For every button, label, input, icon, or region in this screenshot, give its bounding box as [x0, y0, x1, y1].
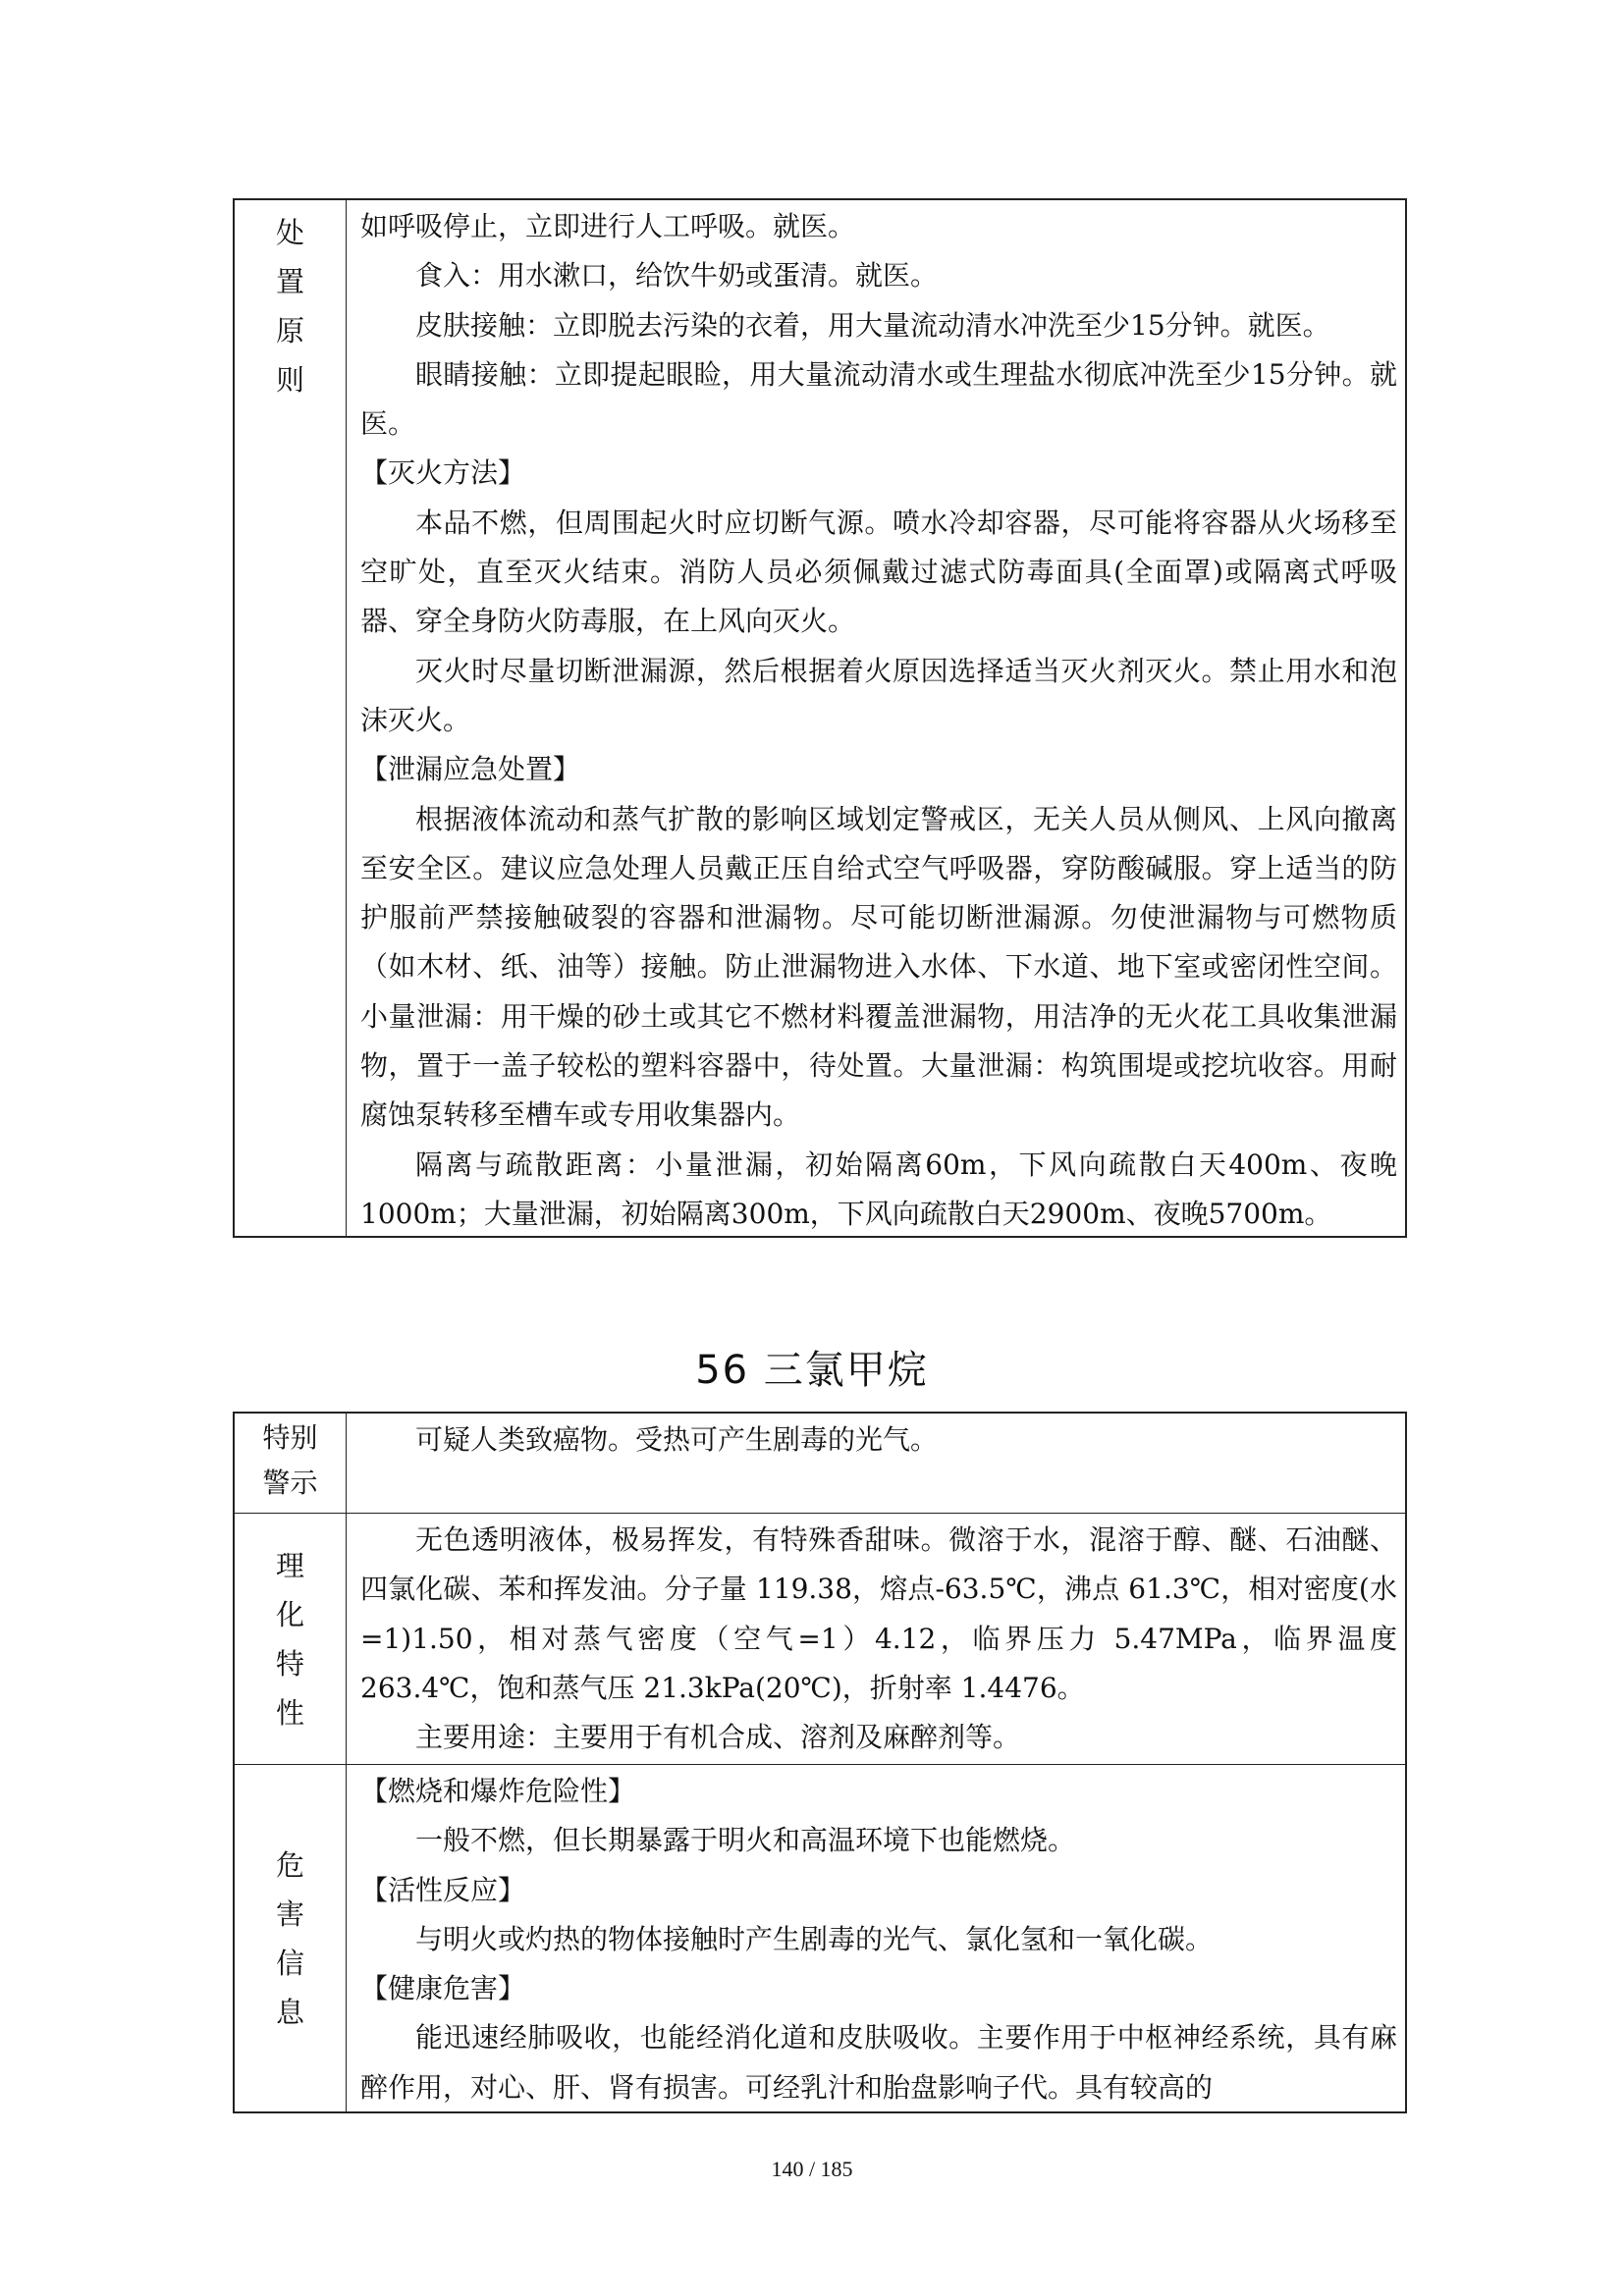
label-char: 处 [275, 216, 304, 249]
row-label [235, 200, 347, 1236]
row-content [347, 1765, 1405, 2111]
paragraph: 食入：用水漱口，给饮牛奶或蛋清。就医。 [415, 259, 939, 293]
label-char: 原 [275, 314, 304, 347]
paragraph: 能迅速经肺吸收，也能经消化道和皮肤吸收。主要作用于中枢神经系统，具有麻醉作用，对心、肝、肾有损害。可经乳汁和胎盘影响子代。具有较高的 [360, 2021, 1397, 2104]
label-char: 害 [275, 1896, 304, 1931]
paragraph: 可疑人类致癌物。受热可产生剧毒的光气。 [415, 1423, 939, 1456]
special-warning-row [235, 1414, 1405, 1513]
section-title: 56 三氯甲烷 [695, 1348, 929, 1393]
disposal-row [235, 200, 1405, 1236]
label-char: 息 [275, 1995, 304, 2029]
label-char: 性 [275, 1695, 304, 1730]
paragraph: 如呼吸停止，立即进行人工呼吸。就医。 [360, 210, 856, 242]
page-number: 140 / 185 [771, 2157, 853, 2181]
label-char: 危 [275, 1847, 304, 1882]
label-text: 警示 [262, 1467, 318, 1499]
label-text: 特别 [262, 1421, 318, 1454]
row-content [347, 1514, 1405, 1764]
label-char: 理 [275, 1548, 304, 1582]
chloroform-table [233, 1412, 1407, 2113]
paragraph: 一般不燃，但长期暴露于明火和高温环境下也能燃烧。 [415, 1824, 1076, 1857]
paragraph: 根据液体流动和蒸气扩散的影响区域划定警戒区，无关人员从侧风、上风向撤离至安全区。建议应急处理人员戴正压自给式空气呼吸器，穿防酸碱服。穿上适当的防护服前严禁接触破裂的容器和泄漏物。尽可能切断泄漏源。勿使泄漏物与可燃物质（如木材、纸、油等）接触。防止泄漏物进入水体、下水道、地下室或密闭性空间。小量泄漏：用干燥的砂土或其它不燃材料覆盖泄漏物，用洁净的无火花工具收集泄漏物，置于一盖子较松的塑料容器中，待处置。大量泄漏：构筑围堤或挖坑收容。用耐腐蚀泵转移至槽车或专用收集器内。 [360, 802, 1397, 1132]
hazard-info-row [235, 1764, 1405, 2111]
section-heading: 【活性反应】 [360, 1873, 526, 1906]
paragraph: 与明火或灼热的物体接触时产生剧毒的光气、氯化氢和一氧化碳。 [415, 1922, 1214, 1955]
paragraph: 隔离与疏散距离：小量泄漏，初始隔离60m，下风向疏散白天400m、夜晚1000m；大量泄漏，初始隔离300m，下风向疏散白天2900m、夜晚5700m。 [360, 1148, 1397, 1230]
label-char: 则 [275, 363, 304, 397]
paragraph: 灭火时尽量切断泄漏源，然后根据着火原因选择适当灭火剂灭火。禁止用水和泡沫灭火。 [360, 654, 1397, 736]
section-heading: 【健康危害】 [360, 1972, 526, 2005]
row-label [235, 1514, 347, 1764]
section-heading: 【灭火方法】 [360, 456, 526, 490]
label-char: 化 [275, 1597, 304, 1631]
row-content [347, 200, 1405, 1236]
label-char: 信 [275, 1946, 304, 1980]
section-heading: 【燃烧和爆炸危险性】 [360, 1775, 636, 1807]
row-label [235, 1765, 347, 2111]
paragraph: 无色透明液体，极易挥发，有特殊香甜味。微溶于水，混溶于醇、醚、石油醚、四氯化碳、苯和挥发油。分子量 119.38，熔点-63.5℃，沸点 61.3℃，相对密度(水=1)1.50，相对蒸气密度（空气=1）4.12，临界压力 5.47MPa，临界温度 263.4℃，饱和蒸气压 21.3kPa(20℃)，折射率 1.4476。 [360, 1523, 1397, 1704]
row-content [347, 1414, 1405, 1513]
label-char: 置 [275, 265, 304, 298]
paragraph: 皮肤接触：立即脱去污染的衣着，用大量流动清水冲洗至少15分钟。就医。 [415, 308, 1330, 342]
paragraph: 眼睛接触：立即提起眼睑，用大量流动清水或生理盐水彻底冲洗至少15分钟。就医。 [360, 357, 1397, 441]
disposal-table [233, 198, 1407, 1238]
properties-row [235, 1513, 1405, 1764]
section-heading: 【泄漏应急处置】 [360, 753, 581, 786]
label-char: 特 [275, 1646, 304, 1681]
row-label [235, 1414, 347, 1513]
paragraph: 本品不燃，但周围起火时应切断气源。喷水冷却容器，尽可能将容器从火场移至空旷处，直至灭火结束。消防人员必须佩戴过滤式防毒面具(全面罩)或隔离式呼吸器、穿全身防火防毒服，在上风向灭火。 [360, 506, 1397, 638]
paragraph: 主要用途：主要用于有机合成、溶剂及麻醉剂等。 [415, 1721, 1021, 1754]
